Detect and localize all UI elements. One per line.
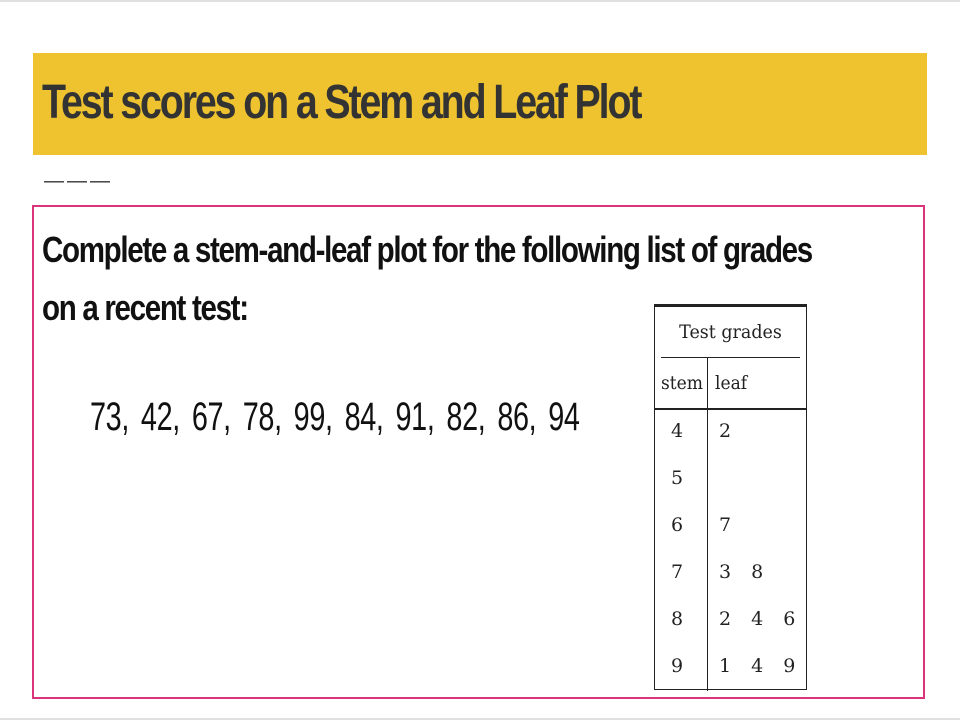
leaf-cell: 7: [719, 514, 739, 536]
leaf-column-header: leaf: [715, 372, 748, 394]
table-header-row: [655, 358, 806, 410]
question-text: Complete a stem-and-leaf plot for the following list of grades on a recent test:: [42, 229, 812, 328]
leaf-cell: 1 4 9: [719, 655, 803, 677]
table-row: [655, 502, 806, 549]
stem-cell: 7: [671, 561, 684, 583]
grades-list: 73, 42, 67, 78, 99, 84, 91, 82, 86, 94: [90, 395, 580, 439]
table-row: [655, 455, 806, 502]
slide-title: Test scores on a Stem and Leaf Plot: [42, 76, 641, 129]
leaf-cell: 2: [719, 420, 739, 442]
stem-leaf-table: [654, 304, 807, 690]
stem-cell: 5: [671, 467, 684, 489]
top-border: [0, 0, 960, 2]
table-row: [655, 596, 806, 643]
stem-column-header: stem: [661, 372, 703, 394]
stem-cell: 8: [671, 608, 684, 630]
table-row: [655, 643, 806, 690]
stem-cell: 6: [671, 514, 684, 536]
table-row: [655, 549, 806, 596]
stem-cell: 4: [671, 420, 684, 442]
leaf-cell: 3 8: [719, 561, 771, 583]
table-caption: Test grades: [661, 307, 800, 358]
title-divider: ———: [44, 170, 113, 192]
table-row: [655, 408, 806, 455]
stem-cell: 9: [671, 655, 684, 677]
title-bar: [33, 53, 927, 155]
leaf-cell: 2 4 6: [719, 608, 803, 630]
